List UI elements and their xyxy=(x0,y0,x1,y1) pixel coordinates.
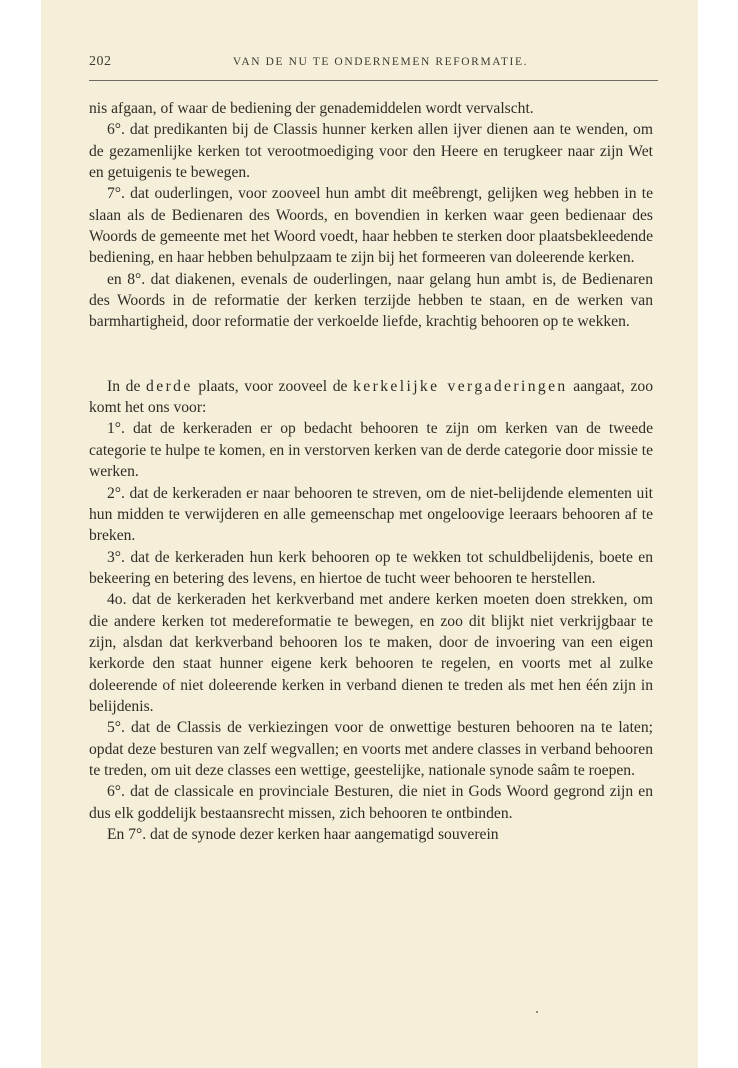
spaced-emphasis: kerkelijke vergaderingen xyxy=(353,377,568,395)
header-rule xyxy=(89,80,658,81)
text-run: aangaat, zoo komt het ons voor: xyxy=(89,377,653,417)
page-number: 202 xyxy=(89,54,112,69)
paragraph: 5°. dat de Classis de verkiezingen voor de onwettige besturen behooren na te laten; opdat deze besturen van zelf wegvallen; en voorts met andere classes in verband behooren te treden, om uit deze classes een wettige, geestelijke, nationale synode saâm te roepen. xyxy=(89,719,653,779)
paragraph: 7°. dat ouderlingen, voor zooveel hun ambt dit meêbrengt, gelijken weg hebben in te slaan als de Bedienaren des Woords, en bovendien in kerken waar geen bedienaar des Woords de gemeente met het Woord voedt, haar hebben te sterken door plaatsbekleedende bediening, en haar hebben behulpzaam te zijn bij het formeeren van doleerende kerken. xyxy=(89,185,653,267)
paragraph: 1°. dat de kerkeraden er op bedacht behooren te zijn om kerken van de tweede categorie te hulpe te komen, en in verstorven kerken van de derde categorie door missie te werken. xyxy=(89,420,653,481)
section-gap xyxy=(89,333,653,376)
paragraph: 6°. dat de classicale en provinciale Besturen, die niet in Gods Woord gegrond zijn en dus elk goddelijk bestaansrecht missen, zich behooren te ontbinden. xyxy=(89,783,653,822)
body-text xyxy=(89,98,653,845)
page-header xyxy=(89,52,650,72)
paragraph: en 8°. dat diakenen, evenals de ouderlingen, naar gelang hun ambt is, de Bedienaren des Woords in de reformatie der kerken terzijde hebben te staan, en de werken van barmhartigheid, door reformatie der verkoelde liefde, krachtig behooren op te wekken. xyxy=(89,270,653,331)
print-speck xyxy=(536,1011,538,1013)
running-title: VAN DE NU TE ONDERNEMEN REFORMATIE. xyxy=(232,56,529,68)
paragraph: 4o. dat de kerkeraden het kerkverband met andere kerken moeten doen strekken, om die andere kerken tot medereformatie te bewegen, en zoo dit blijkt niet verkrijgbaar te zijn, alsdan dat kerkverband behooren los te maken, door de invoering van een eigen kerkorde den staat hunner eigene kerk behooren te regelen, en voorts met al zulke doleerende of niet doleerende kerken in verband dienen te treden als met hen één zijn in belijdenis. xyxy=(89,591,653,715)
paragraph: En 7°. dat de synode dezer kerken haar aangematigd souverein xyxy=(107,826,499,843)
paragraph-section-intro xyxy=(89,376,653,419)
text-run: In de xyxy=(107,377,147,395)
book-page xyxy=(41,0,698,1068)
spaced-emphasis: derde xyxy=(146,377,193,395)
paragraph: 6°. dat predikanten bij de Classis hunner kerken allen ijver dienen aan te wenden, om de gezamenlijke kerken tot verootmoediging voor den Heere en terugkeer naar zijn Wet en getuigenis te bewegen. xyxy=(89,121,653,182)
paragraph: 3°. dat de kerkeraden hun kerk behooren op te wekken tot schuldbelijdenis, boete en bekeering en betering des levens, en hiertoe de tucht weer behooren te herstellen. xyxy=(89,548,653,587)
paragraph: 2°. dat de kerkeraden er naar behooren te streven, om de niet-belijdende elementen uit hun midden te verwijderen en alle gemeenschap met ongeloovige leeraars behooren af te breken. xyxy=(89,484,653,545)
paragraph: nis afgaan, of waar de bediening der genademiddelen wordt vervalscht. xyxy=(89,100,534,117)
text-run: plaats, voor zooveel de xyxy=(192,377,354,395)
